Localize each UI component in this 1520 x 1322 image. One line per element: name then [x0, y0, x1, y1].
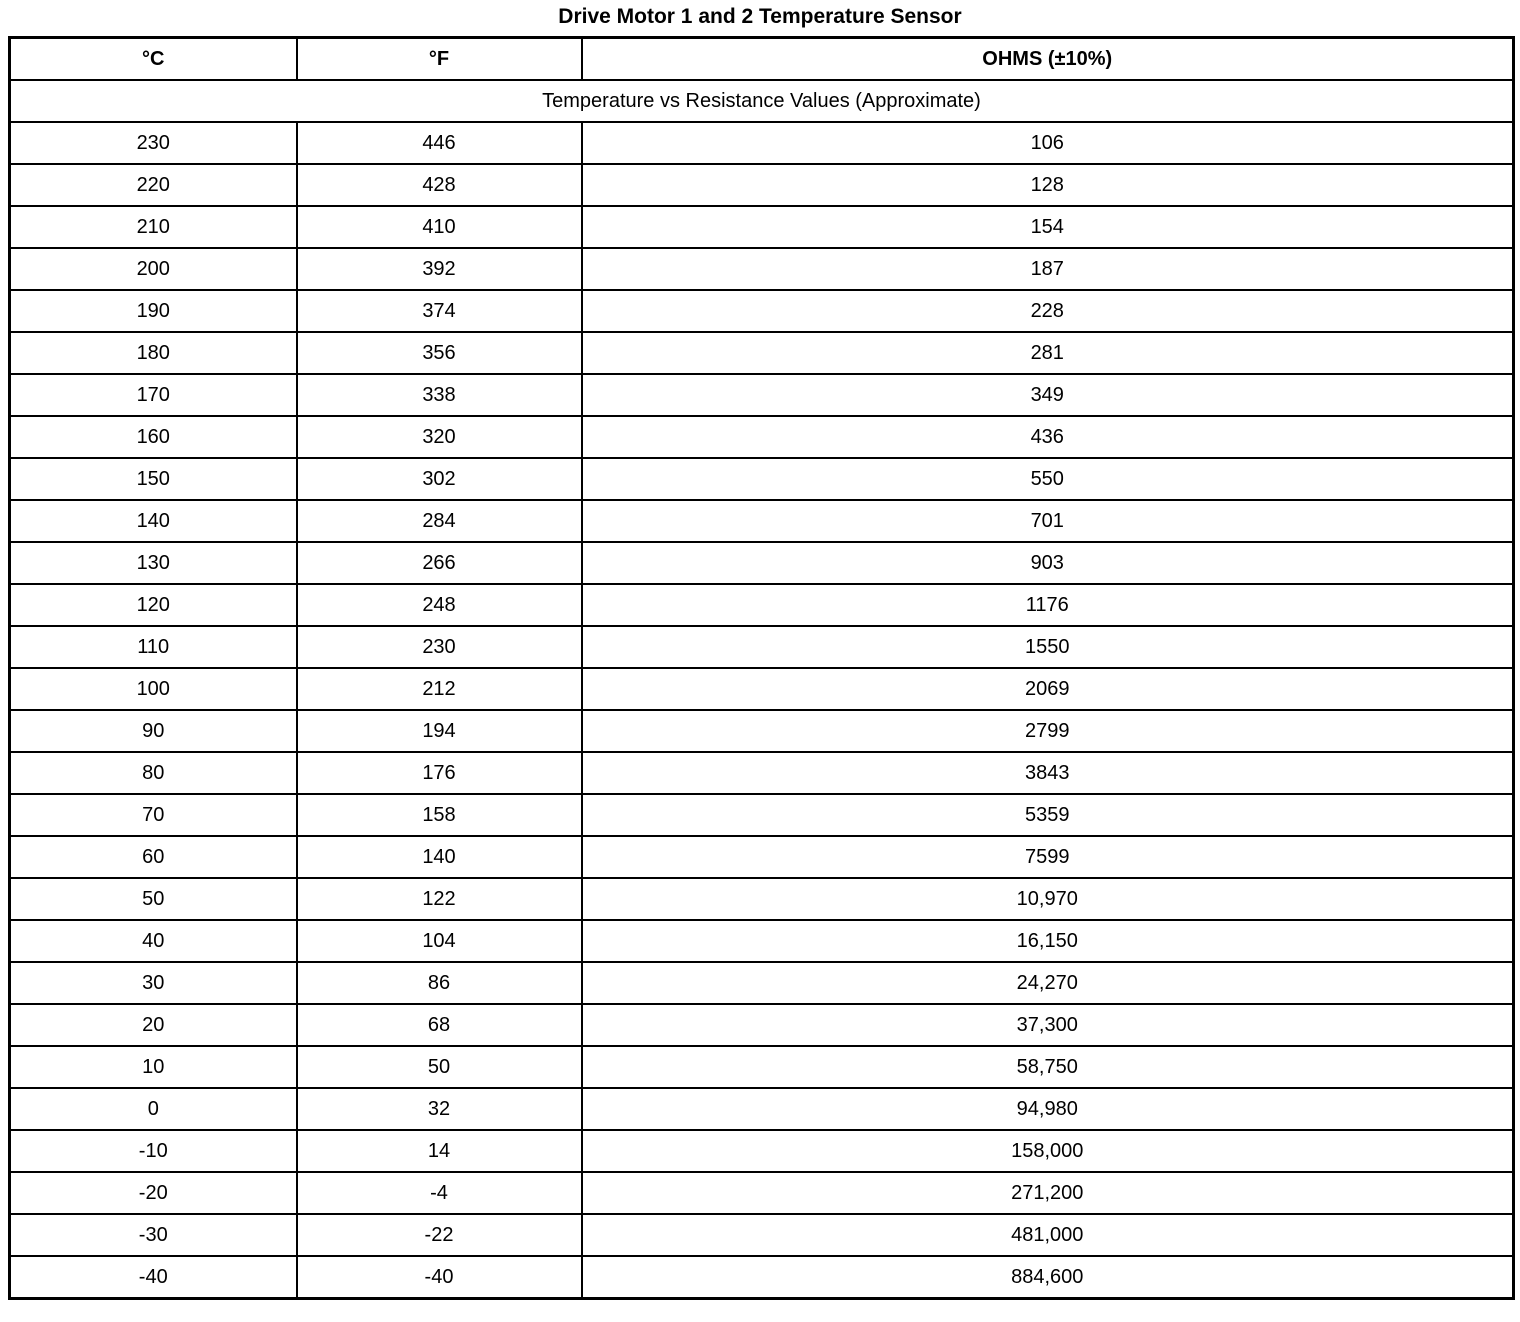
fahrenheit-cell: 230 [297, 626, 582, 668]
fahrenheit-cell: 248 [297, 584, 582, 626]
table-row [10, 122, 1514, 164]
temperature-resistance-table [8, 36, 1515, 1300]
fahrenheit-cell: 158 [297, 794, 582, 836]
table-header [10, 38, 1514, 123]
celsius-cell: 200 [10, 248, 297, 290]
ohms-cell: 106 [582, 122, 1514, 164]
ohms-cell: 349 [582, 374, 1514, 416]
fahrenheit-cell: 194 [297, 710, 582, 752]
celsius-cell: 150 [10, 458, 297, 500]
ohms-cell: 1550 [582, 626, 1514, 668]
table-row [10, 1214, 1514, 1256]
ohms-cell: 2799 [582, 710, 1514, 752]
table-row [10, 962, 1514, 1004]
fahrenheit-cell: 446 [297, 122, 582, 164]
celsius-cell: 190 [10, 290, 297, 332]
celsius-cell: 50 [10, 878, 297, 920]
celsius-cell: 170 [10, 374, 297, 416]
fahrenheit-cell: 428 [297, 164, 582, 206]
ohms-cell: 187 [582, 248, 1514, 290]
celsius-cell: 0 [10, 1088, 297, 1130]
fahrenheit-cell: 86 [297, 962, 582, 1004]
table-subtitle: Temperature vs Resistance Values (Approximate) [10, 80, 1514, 122]
celsius-cell: 130 [10, 542, 297, 584]
celsius-cell: -40 [10, 1256, 297, 1299]
ohms-cell: 3843 [582, 752, 1514, 794]
celsius-cell: 120 [10, 584, 297, 626]
table-row [10, 584, 1514, 626]
column-header-ohms: OHMS (±10%) [582, 38, 1514, 81]
ohms-cell: 2069 [582, 668, 1514, 710]
fahrenheit-cell: 104 [297, 920, 582, 962]
ohms-cell: 154 [582, 206, 1514, 248]
table-row [10, 920, 1514, 962]
fahrenheit-cell: 266 [297, 542, 582, 584]
table-row [10, 1130, 1514, 1172]
celsius-cell: 220 [10, 164, 297, 206]
ohms-cell: 281 [582, 332, 1514, 374]
celsius-cell: 230 [10, 122, 297, 164]
celsius-cell: 20 [10, 1004, 297, 1046]
fahrenheit-cell: -40 [297, 1256, 582, 1299]
celsius-cell: 30 [10, 962, 297, 1004]
table-row [10, 878, 1514, 920]
ohms-cell: 884,600 [582, 1256, 1514, 1299]
table-row [10, 374, 1514, 416]
table-body [10, 122, 1514, 1299]
ohms-cell: 903 [582, 542, 1514, 584]
celsius-cell: 160 [10, 416, 297, 458]
ohms-cell: 37,300 [582, 1004, 1514, 1046]
fahrenheit-cell: 140 [297, 836, 582, 878]
ohms-cell: 24,270 [582, 962, 1514, 1004]
fahrenheit-cell: 176 [297, 752, 582, 794]
fahrenheit-cell: 302 [297, 458, 582, 500]
ohms-cell: 228 [582, 290, 1514, 332]
celsius-cell: -30 [10, 1214, 297, 1256]
fahrenheit-cell: 68 [297, 1004, 582, 1046]
celsius-cell: 70 [10, 794, 297, 836]
ohms-cell: 7599 [582, 836, 1514, 878]
celsius-cell: 80 [10, 752, 297, 794]
header-row [10, 38, 1514, 81]
table-row [10, 626, 1514, 668]
table-row [10, 206, 1514, 248]
table-row [10, 836, 1514, 878]
celsius-cell: 110 [10, 626, 297, 668]
celsius-cell: 10 [10, 1046, 297, 1088]
ohms-cell: 550 [582, 458, 1514, 500]
fahrenheit-cell: 320 [297, 416, 582, 458]
fahrenheit-cell: 212 [297, 668, 582, 710]
table-row [10, 1088, 1514, 1130]
subtitle-row [10, 80, 1514, 122]
table-row [10, 1046, 1514, 1088]
celsius-cell: 40 [10, 920, 297, 962]
fahrenheit-cell: -4 [297, 1172, 582, 1214]
fahrenheit-cell: 374 [297, 290, 582, 332]
table-row [10, 164, 1514, 206]
fahrenheit-cell: 356 [297, 332, 582, 374]
ohms-cell: 10,970 [582, 878, 1514, 920]
table-row [10, 458, 1514, 500]
table-row [10, 752, 1514, 794]
ohms-cell: 701 [582, 500, 1514, 542]
fahrenheit-cell: 392 [297, 248, 582, 290]
table-row [10, 1172, 1514, 1214]
celsius-cell: 60 [10, 836, 297, 878]
fahrenheit-cell: -22 [297, 1214, 582, 1256]
fahrenheit-cell: 32 [297, 1088, 582, 1130]
table-row [10, 416, 1514, 458]
celsius-cell: -10 [10, 1130, 297, 1172]
page-title: Drive Motor 1 and 2 Temperature Sensor [558, 5, 962, 28]
fahrenheit-cell: 14 [297, 1130, 582, 1172]
ohms-cell: 58,750 [582, 1046, 1514, 1088]
table-row [10, 1004, 1514, 1046]
fahrenheit-cell: 338 [297, 374, 582, 416]
ohms-cell: 16,150 [582, 920, 1514, 962]
table-row [10, 710, 1514, 752]
ohms-cell: 481,000 [582, 1214, 1514, 1256]
fahrenheit-cell: 122 [297, 878, 582, 920]
celsius-cell: 210 [10, 206, 297, 248]
fahrenheit-cell: 284 [297, 500, 582, 542]
ohms-cell: 128 [582, 164, 1514, 206]
table-row [10, 1256, 1514, 1299]
fahrenheit-cell: 410 [297, 206, 582, 248]
ohms-cell: 436 [582, 416, 1514, 458]
table-row [10, 668, 1514, 710]
celsius-cell: 100 [10, 668, 297, 710]
column-header-fahrenheit: °F [297, 38, 582, 81]
celsius-cell: 90 [10, 710, 297, 752]
celsius-cell: 140 [10, 500, 297, 542]
table-row [10, 500, 1514, 542]
table-row [10, 542, 1514, 584]
ohms-cell: 1176 [582, 584, 1514, 626]
ohms-cell: 5359 [582, 794, 1514, 836]
celsius-cell: 180 [10, 332, 297, 374]
celsius-cell: -20 [10, 1172, 297, 1214]
column-header-celsius: °C [10, 38, 297, 81]
table-row [10, 332, 1514, 374]
table-row [10, 794, 1514, 836]
ohms-cell: 271,200 [582, 1172, 1514, 1214]
table-row [10, 290, 1514, 332]
table-row [10, 248, 1514, 290]
fahrenheit-cell: 50 [297, 1046, 582, 1088]
ohms-cell: 158,000 [582, 1130, 1514, 1172]
ohms-cell: 94,980 [582, 1088, 1514, 1130]
